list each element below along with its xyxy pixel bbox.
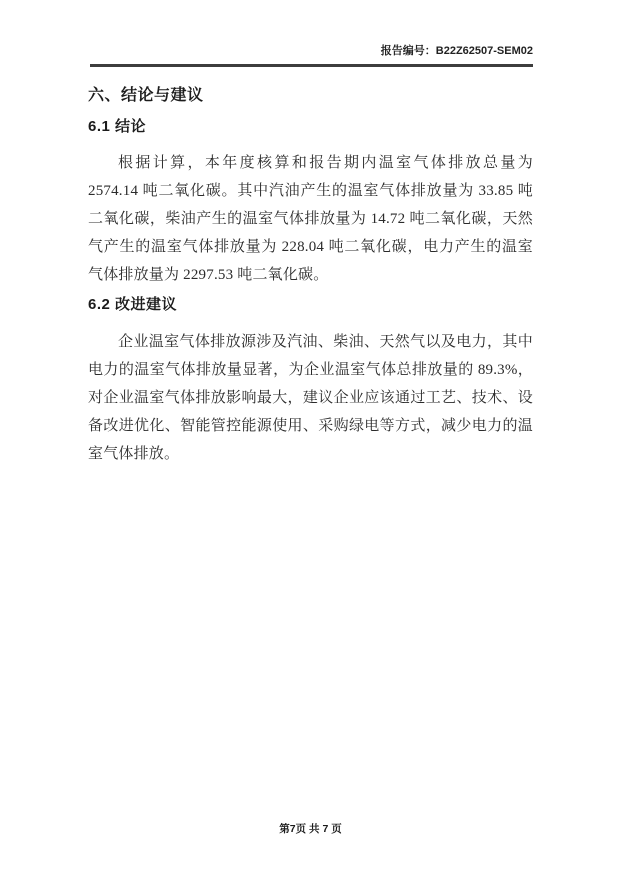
report-number: 报告编号：B22Z62507-SEM02 xyxy=(380,45,533,57)
page-header xyxy=(88,44,533,58)
suggestions-paragraph: 企业温室气体排放源涉及汽油、柴油、天然气以及电力，其中电力的温室气体排放量显著，为企业温室气体总排放量的 89.3%，对企业温室气体排放影响最大，建议企业应该通过工艺、技术、设备改进优化、智能管控能源使用、采购绿电等方式，减少电力的温室气体排放。 xyxy=(88,334,533,462)
document-body xyxy=(88,87,533,468)
header-rule xyxy=(90,64,533,67)
section-heading: 六、结论与建议 xyxy=(88,87,204,104)
subsection-heading-conclusion: 6.1 结论 xyxy=(88,118,147,135)
page-indicator: 第7页 共 7 页 xyxy=(279,823,342,835)
subsection-heading-suggestions: 6.2 改进建议 xyxy=(88,296,178,313)
page-footer xyxy=(0,823,621,836)
conclusion-paragraph: 根据计算，本年度核算和报告期内温室气体排放总量为 2574.14 吨二氧化碳。其中汽油产生的温室气体排放量为 33.85 吨二氧化碳，柴油产生的温室气体排放量为 14.72 吨二氧化碳，天然气产生的温室气体排放量为 228.04 吨二氧化碳，电力产生的温室气体排放量为 2297.53 吨二氧化碳。 xyxy=(88,155,533,283)
